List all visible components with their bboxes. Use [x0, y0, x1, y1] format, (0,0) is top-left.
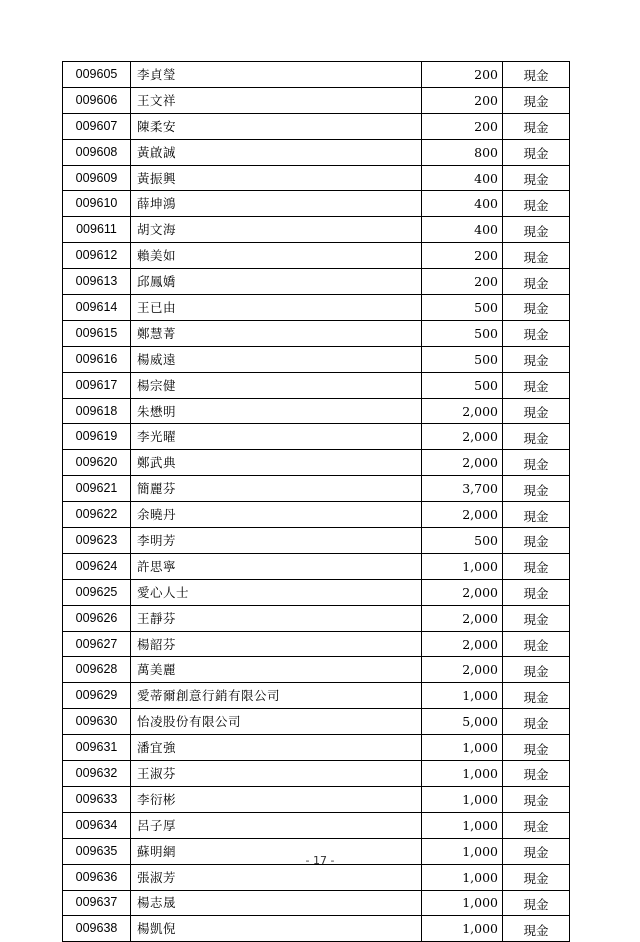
payment-method: 現金: [503, 113, 570, 139]
donation-amount: 2,000: [422, 579, 503, 605]
donor-name: 楊凱倪: [131, 916, 422, 942]
table-row: [63, 812, 570, 838]
table-row: [63, 87, 570, 113]
table-row: [63, 631, 570, 657]
donation-id: 009612: [63, 243, 131, 269]
donor-name: 李貞瑩: [131, 62, 422, 88]
payment-method: 現金: [503, 761, 570, 787]
table-row: [63, 295, 570, 321]
donation-amount: 2,000: [422, 450, 503, 476]
donation-amount: 200: [422, 87, 503, 113]
payment-method: 現金: [503, 502, 570, 528]
donation-amount: 800: [422, 139, 503, 165]
donation-amount: 2,000: [422, 398, 503, 424]
payment-method: 現金: [503, 87, 570, 113]
donation-amount: 1,000: [422, 890, 503, 916]
donation-id: 009633: [63, 786, 131, 812]
donor-name: 陳柔安: [131, 113, 422, 139]
donor-name: 李明芳: [131, 528, 422, 554]
donation-amount: 400: [422, 217, 503, 243]
payment-method: 現金: [503, 269, 570, 295]
donation-id: 009619: [63, 424, 131, 450]
donation-id: 009622: [63, 502, 131, 528]
donation-id: 009623: [63, 528, 131, 554]
donation-id: 009630: [63, 709, 131, 735]
donor-name: 鄭武典: [131, 450, 422, 476]
table-row: [63, 761, 570, 787]
donation-amount: 2,000: [422, 631, 503, 657]
donor-name: 胡文海: [131, 217, 422, 243]
table-row: [63, 62, 570, 88]
donation-amount: 1,000: [422, 735, 503, 761]
table-row: [63, 398, 570, 424]
donor-name: 楊威遠: [131, 346, 422, 372]
payment-method: 現金: [503, 890, 570, 916]
donor-name: 黃振興: [131, 165, 422, 191]
donation-amount: 1,000: [422, 812, 503, 838]
payment-method: 現金: [503, 786, 570, 812]
table-row: [63, 605, 570, 631]
donor-name: 愛心人士: [131, 579, 422, 605]
donor-name: 余曉丹: [131, 502, 422, 528]
donation-amount: 1,000: [422, 761, 503, 787]
donation-id: 009607: [63, 113, 131, 139]
donation-amount: 2,000: [422, 424, 503, 450]
donation-amount: 2,000: [422, 605, 503, 631]
donation-id: 009614: [63, 295, 131, 321]
table-row: [63, 346, 570, 372]
donation-id: 009628: [63, 657, 131, 683]
donation-id: 009637: [63, 890, 131, 916]
donation-id: 009631: [63, 735, 131, 761]
table-row: [63, 217, 570, 243]
payment-method: 現金: [503, 243, 570, 269]
payment-method: 現金: [503, 476, 570, 502]
payment-method: 現金: [503, 579, 570, 605]
ledger-table-body: [63, 62, 570, 942]
donation-id: 009616: [63, 346, 131, 372]
table-row: [63, 139, 570, 165]
table-row: [63, 683, 570, 709]
payment-method: 現金: [503, 139, 570, 165]
table-row: [63, 502, 570, 528]
donation-id: 009609: [63, 165, 131, 191]
donor-name: 簡麗芬: [131, 476, 422, 502]
payment-method: 現金: [503, 657, 570, 683]
donation-amount: 200: [422, 269, 503, 295]
donation-id: 009629: [63, 683, 131, 709]
donor-name: 李光曜: [131, 424, 422, 450]
donation-amount: 1,000: [422, 916, 503, 942]
donor-name: 楊韶芬: [131, 631, 422, 657]
donor-name: 呂子厚: [131, 812, 422, 838]
table-row: [63, 191, 570, 217]
donor-name: 蘇明網: [131, 838, 422, 864]
payment-method: 現金: [503, 838, 570, 864]
donation-id: 009625: [63, 579, 131, 605]
donation-id: 009613: [63, 269, 131, 295]
payment-method: 現金: [503, 320, 570, 346]
table-row: [63, 735, 570, 761]
donation-id: 009605: [63, 62, 131, 88]
donation-id: 009635: [63, 838, 131, 864]
payment-method: 現金: [503, 191, 570, 217]
donor-name: 鄭慧菁: [131, 320, 422, 346]
payment-method: 現金: [503, 735, 570, 761]
donor-name: 邱鳳嬌: [131, 269, 422, 295]
donation-id: 009610: [63, 191, 131, 217]
table-row: [63, 450, 570, 476]
donation-id: 009627: [63, 631, 131, 657]
donation-amount: 3,700: [422, 476, 503, 502]
donation-id: 009611: [63, 217, 131, 243]
table-row: [63, 372, 570, 398]
donor-name: 張淑芳: [131, 864, 422, 890]
payment-method: 現金: [503, 683, 570, 709]
table-row: [63, 243, 570, 269]
table-row: [63, 113, 570, 139]
payment-method: 現金: [503, 864, 570, 890]
table-row: [63, 864, 570, 890]
page-number: - 17 -: [305, 854, 335, 867]
donor-name: 賴美如: [131, 243, 422, 269]
donation-id: 009636: [63, 864, 131, 890]
donor-name: 王靜芬: [131, 605, 422, 631]
donation-amount: 200: [422, 113, 503, 139]
donation-id: 009638: [63, 916, 131, 942]
table-row: [63, 269, 570, 295]
donation-amount: 1,000: [422, 838, 503, 864]
donation-id: 009617: [63, 372, 131, 398]
donation-ledger-table: [62, 61, 570, 942]
donation-id: 009621: [63, 476, 131, 502]
payment-method: 現金: [503, 372, 570, 398]
donation-amount: 1,000: [422, 553, 503, 579]
donation-id: 009632: [63, 761, 131, 787]
donor-name: 萬美麗: [131, 657, 422, 683]
table-row: [63, 424, 570, 450]
payment-method: 現金: [503, 631, 570, 657]
donation-amount: 500: [422, 528, 503, 554]
donor-name: 王淑芬: [131, 761, 422, 787]
payment-method: 現金: [503, 605, 570, 631]
donation-amount: 400: [422, 165, 503, 191]
donor-name: 潘宜強: [131, 735, 422, 761]
donation-amount: 1,000: [422, 864, 503, 890]
donation-amount: 1,000: [422, 683, 503, 709]
donation-amount: 200: [422, 243, 503, 269]
donor-name: 黃啟誠: [131, 139, 422, 165]
payment-method: 現金: [503, 346, 570, 372]
table-row: [63, 320, 570, 346]
payment-method: 現金: [503, 398, 570, 424]
donation-amount: 500: [422, 320, 503, 346]
payment-method: 現金: [503, 165, 570, 191]
donation-amount: 5,000: [422, 709, 503, 735]
donation-amount: 400: [422, 191, 503, 217]
table-row: [63, 579, 570, 605]
payment-method: 現金: [503, 424, 570, 450]
table-row: [63, 528, 570, 554]
payment-method: 現金: [503, 217, 570, 243]
donor-name: 王已由: [131, 295, 422, 321]
donor-name: 李衍彬: [131, 786, 422, 812]
donor-name: 薛坤鴻: [131, 191, 422, 217]
table-row: [63, 165, 570, 191]
payment-method: 現金: [503, 528, 570, 554]
donation-id: 009618: [63, 398, 131, 424]
donation-amount: 1,000: [422, 786, 503, 812]
donation-amount: 2,000: [422, 502, 503, 528]
donation-id: 009606: [63, 87, 131, 113]
donation-amount: 2,000: [422, 657, 503, 683]
table-row: [63, 916, 570, 942]
payment-method: 現金: [503, 812, 570, 838]
table-row: [63, 786, 570, 812]
table-row: [63, 553, 570, 579]
payment-method: 現金: [503, 553, 570, 579]
donation-id: 009615: [63, 320, 131, 346]
payment-method: 現金: [503, 62, 570, 88]
payment-method: 現金: [503, 916, 570, 942]
payment-method: 現金: [503, 295, 570, 321]
donation-id: 009620: [63, 450, 131, 476]
payment-method: 現金: [503, 450, 570, 476]
table-row: [63, 657, 570, 683]
donor-name: 朱懋明: [131, 398, 422, 424]
donor-name: 楊宗健: [131, 372, 422, 398]
donation-id: 009608: [63, 139, 131, 165]
donation-id: 009626: [63, 605, 131, 631]
donor-name: 愛蒂爾創意行銷有限公司: [131, 683, 422, 709]
donation-amount: 200: [422, 62, 503, 88]
payment-method: 現金: [503, 709, 570, 735]
donation-amount: 500: [422, 295, 503, 321]
donation-amount: 500: [422, 372, 503, 398]
table-row: [63, 890, 570, 916]
donor-name: 楊志晟: [131, 890, 422, 916]
table-row: [63, 476, 570, 502]
donation-amount: 500: [422, 346, 503, 372]
donor-name: 許思寧: [131, 553, 422, 579]
table-row: [63, 709, 570, 735]
donation-id: 009634: [63, 812, 131, 838]
donor-name: 王文祥: [131, 87, 422, 113]
donor-name: 怡凌股份有限公司: [131, 709, 422, 735]
donation-id: 009624: [63, 553, 131, 579]
